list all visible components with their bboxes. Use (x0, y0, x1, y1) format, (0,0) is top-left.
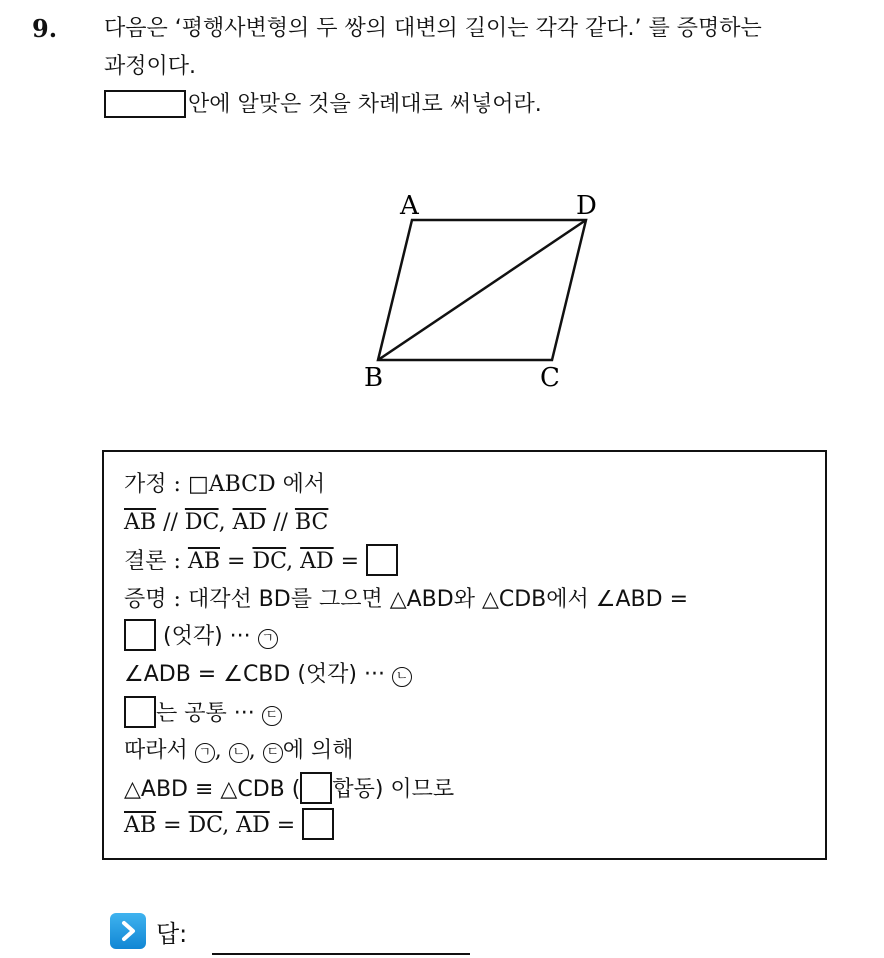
segment-dc: $\overline{DC}$ (252, 549, 287, 574)
chevron-right-icon (110, 913, 146, 949)
proof-statement (124, 583, 688, 617)
comma: , (222, 813, 230, 838)
equals-sign: = (163, 813, 182, 838)
congruence-text: △ABD ≡ △CDB ( (124, 777, 301, 802)
colon: : (173, 587, 181, 612)
circled-mark-3: ㄷ (263, 743, 283, 763)
question-instruction (104, 90, 542, 120)
proof-assumption (124, 468, 325, 502)
answer-row (110, 913, 187, 949)
circled-mark-3: ㄷ (262, 706, 282, 726)
circled-mark-1: ㄱ (195, 743, 215, 763)
answer-blank-4[interactable] (300, 772, 332, 804)
colon: : (173, 549, 181, 574)
segment-dc: $\overline{DC}$ (184, 510, 219, 535)
question-text-line2: 과정이다. (104, 54, 197, 79)
segment-ad: $\overline{AD}$ (236, 813, 270, 838)
parallel-symbol: // (163, 510, 178, 535)
proof-assumption-parallel (124, 506, 328, 540)
question-text-line3: 안에 알맞은 것을 차례대로 써넣어라. (188, 92, 542, 117)
segment-ab: $\overline{AB}$ (124, 813, 157, 838)
vertex-label-a: A (400, 191, 419, 221)
parallelogram-figure (350, 180, 610, 400)
proof-label: 증명 (124, 587, 167, 612)
question-text-line1: 다음은 ‘평행사변형의 두 쌍의 대변의 길이는 각각 같다.’ 를 증명하는 (104, 16, 762, 41)
colon: : (173, 472, 181, 497)
segment-dc: $\overline{DC}$ (188, 813, 223, 838)
segment-ad: $\overline{AD}$ (232, 510, 267, 535)
parallelogram-abcd: □ABCD (187, 472, 276, 497)
proof-box (102, 450, 827, 860)
segment-ad: $\overline{AD}$ (300, 549, 334, 574)
step-1-text: (엇각) ··· (163, 624, 251, 649)
proof-conclusion (124, 544, 398, 579)
answer-input-line[interactable] (212, 953, 470, 955)
answer-label: 답: (156, 919, 188, 948)
comma: , (218, 510, 226, 535)
equals-sign: = (227, 549, 246, 574)
circled-mark-2: ㄴ (229, 743, 249, 763)
congruence-suffix: 합동) 이므로 (332, 777, 455, 802)
diagonal-bd (378, 220, 586, 360)
proof-step-2 (124, 658, 412, 692)
segment-ab: $\overline{AB}$ (187, 549, 220, 574)
by-text: 에 의해 (282, 738, 354, 763)
proof-step-1 (124, 619, 278, 654)
segment-ab: $\overline{AB}$ (124, 510, 157, 535)
question-number: 9. (32, 14, 58, 43)
equals-sign: = (340, 549, 360, 574)
proof-step-3 (124, 696, 282, 731)
segment-bc: $\overline{BC}$ (294, 510, 329, 535)
proof-congruence (124, 772, 454, 807)
circled-mark-1: ㄱ (258, 629, 278, 649)
blank-sample-box (104, 90, 186, 118)
circled-mark-2: ㄴ (392, 667, 412, 687)
answer-blank-5[interactable] (302, 808, 334, 840)
equals-sign: = (276, 813, 296, 838)
vertex-label-c: C (540, 363, 560, 393)
assumption-suffix: 에서 (282, 472, 326, 497)
vertex-label-b: B (364, 363, 384, 393)
comma: , (286, 549, 294, 574)
parallel-symbol: // (273, 510, 288, 535)
step-3-text: 는 공통 ··· (156, 701, 255, 726)
vertex-label-d: D (576, 191, 597, 221)
answer-blank-1[interactable] (366, 544, 398, 576)
assumption-label: 가정 (124, 472, 167, 497)
step-2-text: ∠ADB = ∠CBD (엇각) ··· (124, 662, 385, 687)
therefore-text: 따라서 (124, 738, 188, 763)
proof-text: 대각선 BD를 그으면 △ABD와 △CDB에서 ∠ABD = (187, 587, 689, 612)
proof-therefore: 따라서 ㄱ , ㄴ , ㄷ 에 의해 (124, 738, 354, 763)
answer-blank-3[interactable] (124, 696, 156, 728)
answer-blank-2[interactable] (124, 619, 156, 651)
conclusion-label: 결론 (124, 549, 167, 574)
proof-final (124, 808, 334, 843)
